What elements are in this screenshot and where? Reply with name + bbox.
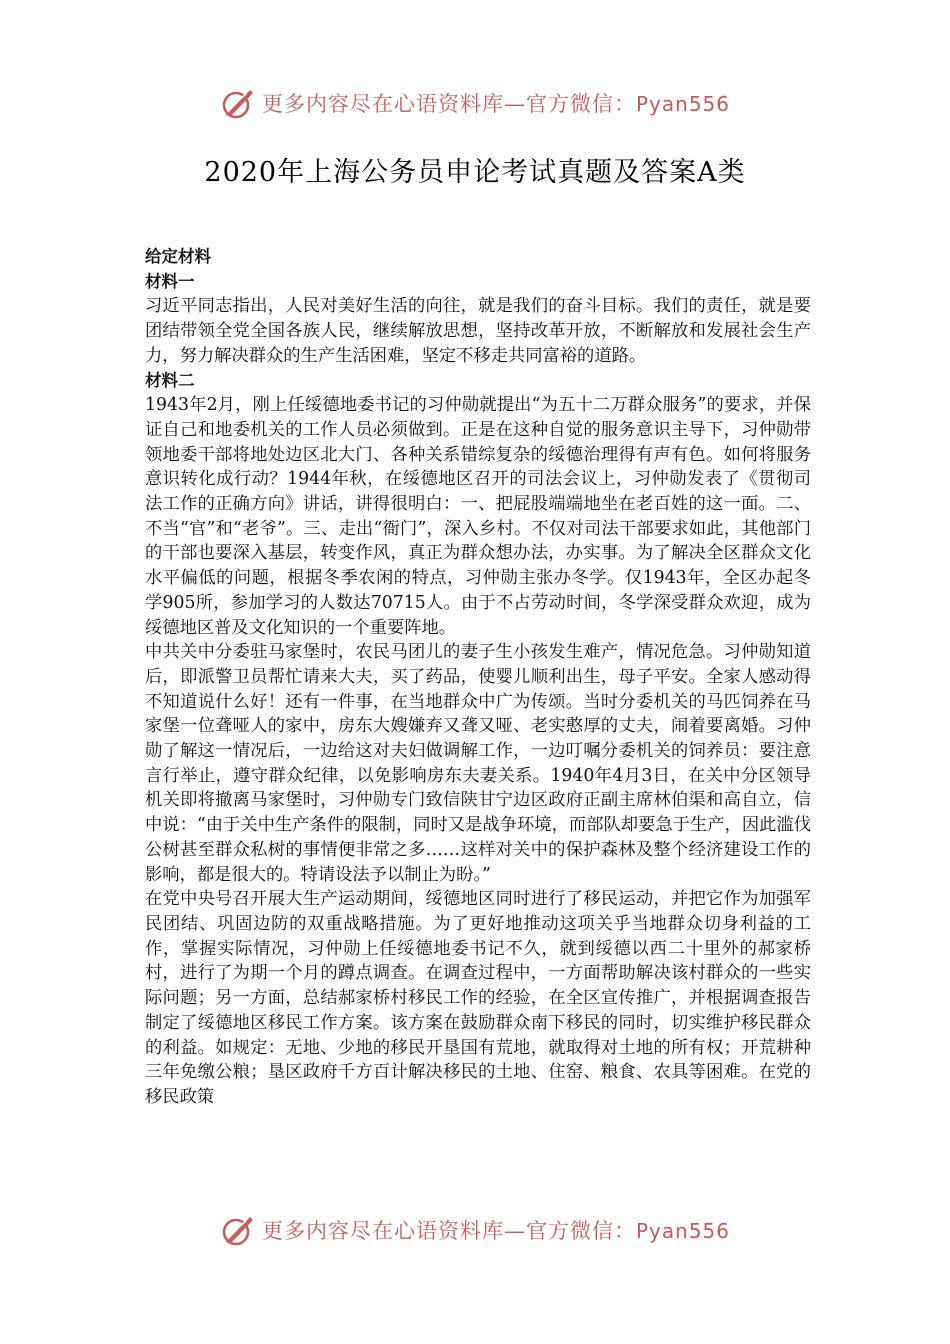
header-banner: [0, 82, 950, 124]
material1-heading: 材料一: [145, 271, 195, 291]
material1-paragraph: 习近平同志指出，人民对美好生活的向往，就是我们的奋斗目标。我们的责任，就是要团结带领全党全国各族人民，继续解放思想，坚持改革开放，不断解放和发展社会生产力，努力解决群众的生产生活困难，坚定不移走共同富裕的道路。: [145, 296, 811, 366]
document-body: [145, 245, 811, 1110]
document-title: 2020年上海公务员申论考试真题及答案A类: [204, 157, 746, 188]
material2-paragraph-3: 在党中央号召开展大生产运动期间，绥德地区同时进行了移民运动，并把它作为加强军民团结、巩固边防的双重战略措施。为了更好地推动这项关乎当地群众切身利益的工作，掌握实际情况，习仲勋上任绥德地委书记不久，就到绥德以西二十里外的郝家桥村，进行了为期一个月的蹲点调查。在调查过程中，一方面帮助解决该村群众的一些实际问题；另一方面，总结郝家桥村移民工作的经验，在全区宣传推广，并根据调查报告制定了绥德地区移民工作方案。该方案在鼓励群众南下移民的同时，切实维护移民群众的利益。如规定：无地、少地的移民开垦国有荒地，就取得对土地的所有权；开荒耕种三年免缴公粮；垦区政府千方百计解决移民的土地、住窑、粮食、农具等困难。在党的移民政策: [145, 889, 811, 1107]
material2-paragraph-1: 1943年2月，刚上任绥德地委书记的习仲勋就提出“为五十二万群众服务”的要求，并保证自己和地委机关的工作人员必须做到。正是在这种自觉的服务意识主导下，习仲勋带领地委干部将地处边区北大门、各种关系错综复杂的绥德治理得有声有色。如何将服务意识转化成行动？1944年秋，在绥德地区召开的司法会议上，习仲勋发表了《贯彻司法工作的正确方向》讲话，讲得很明白：一、把屁股端端地坐在老百姓的这一面。二、不当“官”和“老爷”。三、走出“衙门”，深入乡村。不仅对司法干部要求如此，其他部门的干部也要深入基层，转变作风，真正为群众想办法，办实事。为了解决全区群众文化水平偏低的问题，根据冬季农闲的特点，习仲勋主张办冬学。仅1943年，全区办起冬学905所，参加学习的人数达70715人。由于不占劳动时间，冬学深受群众欢迎，成为绥德地区普及文化知识的一个重要阵地。: [145, 395, 811, 638]
material2-heading: 材料二: [145, 370, 195, 390]
header-wechat-id: Pyan556: [635, 92, 730, 116]
header-banner-text: 更多内容尽在心语资料库—官方微信：Pyan556: [261, 92, 730, 116]
quill-logo-icon: [220, 85, 256, 121]
section-heading: 给定材料: [145, 247, 211, 266]
material2-paragraph-2: 中共关中分委驻马家堡时，农民马团儿的妻子生小孩发生难产，情况危急。习仲勋知道后，即派警卫员帮忙请来大夫，买了药品，使婴儿顺利出生，母子平安。全家人感动得不知道说什么好！还有一件事，在当地群众中广为传颂。当时分委机关的马匹饲养在马家堡一位聋哑人的家中，房东大嫂嫌弃又聋又哑、老实憨厚的丈夫，闹着要离婚。习仲勋了解这一情况后，一边给这对夫妇做调解工作，一边叮嘱分委机关的饲养员：要注意言行举止，遵守群众纪律，以免影响房东夫妻关系。1940年4月3日，在关中分区领导机关即将撤离马家堡时，习仲勋专门致信陕甘宁边区政府正副主席林伯渠和高自立，信中说：“由于关中生产条件的限制，同时又是战争环境，而部队却要急于生产，因此滥伐公树甚至群众私树的事情便非常之多……这样对关中的保护森林及整个经济建设工作的影响，都是很大的。特请设法予以制止为盼。”: [145, 642, 811, 885]
quill-logo-icon: [220, 1212, 256, 1248]
footer-wechat-id: Pyan556: [635, 1219, 730, 1243]
footer-banner: [0, 1209, 950, 1251]
footer-banner-text: 更多内容尽在心语资料库—官方微信：Pyan556: [261, 1219, 730, 1243]
